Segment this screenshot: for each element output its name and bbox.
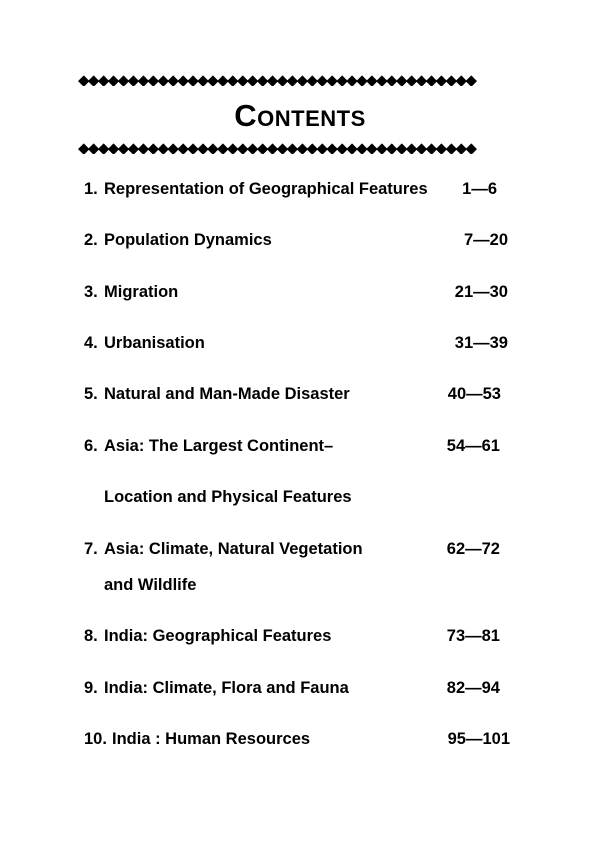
toc-title: Asia: The Largest Continent– [104,437,334,455]
toc-title: India : Human Resources [112,730,311,748]
toc-number: 8. [84,627,98,645]
toc-title: Population Dynamics [104,231,272,249]
toc-title-continuation: Location and Physical Features [104,488,352,506]
title-initial: C [234,98,258,133]
toc-number: 3. [84,283,98,301]
toc-pages: 54—61 [446,437,500,455]
toc-pages: 1—6 [462,180,497,198]
toc-number: 6. [84,437,98,455]
toc-title: Natural and Man-Made Disaster [104,385,350,403]
toc-number: 9. [84,679,98,697]
toc-pages: 82—94 [446,679,500,697]
toc-pages: 95—101 [447,730,510,748]
top-diamond-border: ◆◆◆◆◆◆◆◆◆◆◆◆◆◆◆◆◆◆◆◆◆◆◆◆◆◆◆◆◆◆◆◆◆◆◆◆◆◆◆◆ [78,74,476,86]
toc-title: India: Geographical Features [104,627,332,645]
toc-number: 2. [84,231,98,249]
toc-title: Asia: Climate, Natural Vegetation [104,540,363,558]
toc-title-continuation: and Wildlife [104,576,197,594]
toc-pages: 73—81 [446,627,500,645]
toc-title: Representation of Geographical Features [104,180,428,198]
toc-pages: 40—53 [447,385,501,403]
title-rest: ONTENTS [257,106,366,131]
toc-pages: 31—39 [454,334,508,352]
toc-title: Migration [104,283,179,301]
toc-number: 1. [84,180,98,198]
bottom-diamond-border: ◆◆◆◆◆◆◆◆◆◆◆◆◆◆◆◆◆◆◆◆◆◆◆◆◆◆◆◆◆◆◆◆◆◆◆◆◆◆◆◆ [78,142,476,154]
toc-title: India: Climate, Flora and Fauna [104,679,349,697]
toc-number: 7. [84,540,98,558]
toc-pages: 62—72 [446,540,500,558]
toc-number: 10. [84,730,107,748]
toc-pages: 21—30 [454,283,508,301]
toc-number: 4. [84,334,98,352]
toc-pages: 7—20 [463,231,508,249]
toc-title: Urbanisation [104,334,205,352]
toc-number: 5. [84,385,98,403]
